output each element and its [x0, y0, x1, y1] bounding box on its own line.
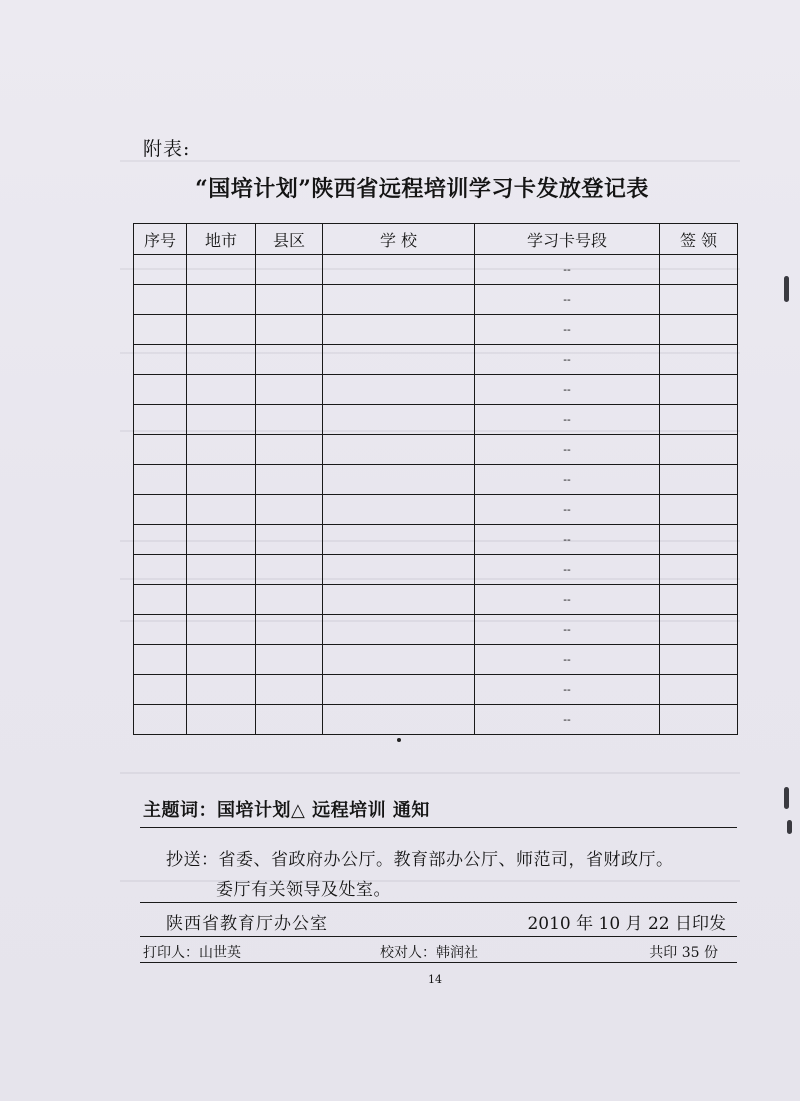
empty-cell: [134, 345, 187, 375]
empty-cell: [256, 495, 323, 525]
issuing-office: 陕西省教育厅办公室: [166, 914, 328, 934]
table-row: [134, 705, 738, 735]
table-row: [134, 435, 738, 465]
empty-cell: [187, 285, 256, 315]
cc-line-2: 委厅有关领导及处室。: [216, 880, 391, 900]
empty-cell: [323, 645, 475, 675]
divider-line: [140, 827, 737, 828]
empty-cell: [660, 555, 738, 585]
empty-cell: [660, 525, 738, 555]
empty-cell: [323, 525, 475, 555]
staple-mark: [784, 787, 789, 809]
card-range-cell: --: [475, 285, 660, 315]
divider-line: [140, 962, 737, 963]
header-card-range: 学习卡号段: [475, 224, 660, 255]
empty-cell: [187, 555, 256, 585]
table-row: [134, 525, 738, 555]
empty-cell: [187, 705, 256, 735]
table-row: [134, 555, 738, 585]
card-range-cell: --: [475, 375, 660, 405]
empty-cell: [660, 585, 738, 615]
empty-cell: [187, 495, 256, 525]
empty-cell: [256, 555, 323, 585]
empty-cell: [256, 615, 323, 645]
empty-cell: [256, 375, 323, 405]
page-number: 14: [428, 973, 442, 986]
empty-cell: [187, 585, 256, 615]
issue-date: 2010 年 10 月 22 日印发: [527, 914, 726, 934]
empty-cell: [323, 285, 475, 315]
table-row: [134, 405, 738, 435]
empty-cell: [660, 315, 738, 345]
empty-cell: [323, 585, 475, 615]
subject-keywords: 主题词：国培计划△ 远程培训 通知: [143, 800, 430, 821]
table-row: [134, 375, 738, 405]
empty-cell: [134, 585, 187, 615]
empty-cell: [134, 435, 187, 465]
header-county: 县区: [256, 224, 323, 255]
empty-cell: [323, 495, 475, 525]
empty-cell: [134, 495, 187, 525]
table-row: [134, 495, 738, 525]
empty-cell: [256, 315, 323, 345]
empty-cell: [323, 435, 475, 465]
empty-cell: [323, 555, 475, 585]
empty-cell: [256, 465, 323, 495]
empty-cell: [187, 465, 256, 495]
table-row: [134, 645, 738, 675]
empty-cell: [134, 615, 187, 645]
empty-cell: [323, 465, 475, 495]
proofreader-name: 校对人：韩润社: [380, 945, 478, 961]
card-range-cell: --: [475, 645, 660, 675]
table-header-row: [134, 224, 738, 255]
card-range-cell: --: [475, 315, 660, 345]
stray-mark: [397, 738, 401, 742]
card-range-cell: --: [475, 465, 660, 495]
staple-mark: [784, 276, 789, 302]
empty-cell: [134, 285, 187, 315]
empty-cell: [660, 615, 738, 645]
copy-count: 共印 35 份: [649, 945, 718, 961]
printer-name: 打印人：山世英: [143, 945, 241, 961]
card-range-cell: --: [475, 435, 660, 465]
empty-cell: [256, 675, 323, 705]
empty-cell: [256, 405, 323, 435]
empty-cell: [660, 375, 738, 405]
empty-cell: [323, 675, 475, 705]
empty-cell: [660, 405, 738, 435]
empty-cell: [323, 345, 475, 375]
empty-cell: [134, 465, 187, 495]
empty-cell: [187, 615, 256, 645]
card-range-cell: --: [475, 555, 660, 585]
empty-cell: [187, 375, 256, 405]
table-row: [134, 585, 738, 615]
empty-cell: [660, 345, 738, 375]
empty-cell: [187, 435, 256, 465]
empty-cell: [187, 405, 256, 435]
empty-cell: [323, 315, 475, 345]
card-range-cell: --: [475, 705, 660, 735]
table-row: [134, 465, 738, 495]
header-serial: 序号: [134, 224, 187, 255]
empty-cell: [256, 285, 323, 315]
empty-cell: [187, 255, 256, 285]
header-school: 学 校: [323, 224, 475, 255]
empty-cell: [323, 375, 475, 405]
empty-cell: [134, 555, 187, 585]
empty-cell: [323, 255, 475, 285]
registration-table: [133, 223, 738, 735]
empty-cell: [134, 375, 187, 405]
table-row: [134, 675, 738, 705]
attachment-label: 附表:: [143, 138, 191, 160]
empty-cell: [323, 615, 475, 645]
empty-cell: [256, 585, 323, 615]
staple-mark: [787, 820, 792, 834]
empty-cell: [187, 645, 256, 675]
empty-cell: [256, 345, 323, 375]
empty-cell: [660, 435, 738, 465]
empty-cell: [323, 705, 475, 735]
empty-cell: [134, 405, 187, 435]
empty-cell: [187, 675, 256, 705]
empty-cell: [187, 525, 256, 555]
header-signature: 签 领: [660, 224, 738, 255]
empty-cell: [134, 525, 187, 555]
empty-cell: [660, 465, 738, 495]
empty-cell: [134, 675, 187, 705]
empty-cell: [660, 495, 738, 525]
empty-cell: [187, 345, 256, 375]
bleed-through-line: [120, 160, 740, 162]
table-row: [134, 255, 738, 285]
cc-line-1: 抄送：省委、省政府办公厅。教育部办公厅、师范司，省财政厅。: [166, 850, 674, 870]
empty-cell: [134, 645, 187, 675]
empty-cell: [660, 675, 738, 705]
card-range-cell: --: [475, 525, 660, 555]
card-range-cell: --: [475, 405, 660, 435]
empty-cell: [323, 405, 475, 435]
card-range-cell: --: [475, 585, 660, 615]
card-range-cell: --: [475, 255, 660, 285]
divider-line: [140, 902, 737, 903]
divider-line: [140, 936, 737, 937]
empty-cell: [256, 705, 323, 735]
table-row: [134, 285, 738, 315]
table-row: [134, 345, 738, 375]
bleed-through-line: [120, 880, 740, 882]
empty-cell: [660, 645, 738, 675]
card-range-cell: --: [475, 615, 660, 645]
empty-cell: [187, 315, 256, 345]
card-range-cell: --: [475, 495, 660, 525]
empty-cell: [660, 285, 738, 315]
empty-cell: [256, 645, 323, 675]
empty-cell: [660, 705, 738, 735]
empty-cell: [660, 255, 738, 285]
card-range-cell: --: [475, 675, 660, 705]
empty-cell: [134, 255, 187, 285]
empty-cell: [256, 435, 323, 465]
card-range-cell: --: [475, 345, 660, 375]
document-title: “国培计划”陕西省远程培训学习卡发放登记表: [195, 176, 649, 202]
empty-cell: [256, 255, 323, 285]
header-city: 地市: [187, 224, 256, 255]
empty-cell: [134, 315, 187, 345]
bleed-through-line: [120, 772, 740, 774]
empty-cell: [134, 705, 187, 735]
empty-cell: [256, 525, 323, 555]
table-row: [134, 315, 738, 345]
table-row: [134, 615, 738, 645]
